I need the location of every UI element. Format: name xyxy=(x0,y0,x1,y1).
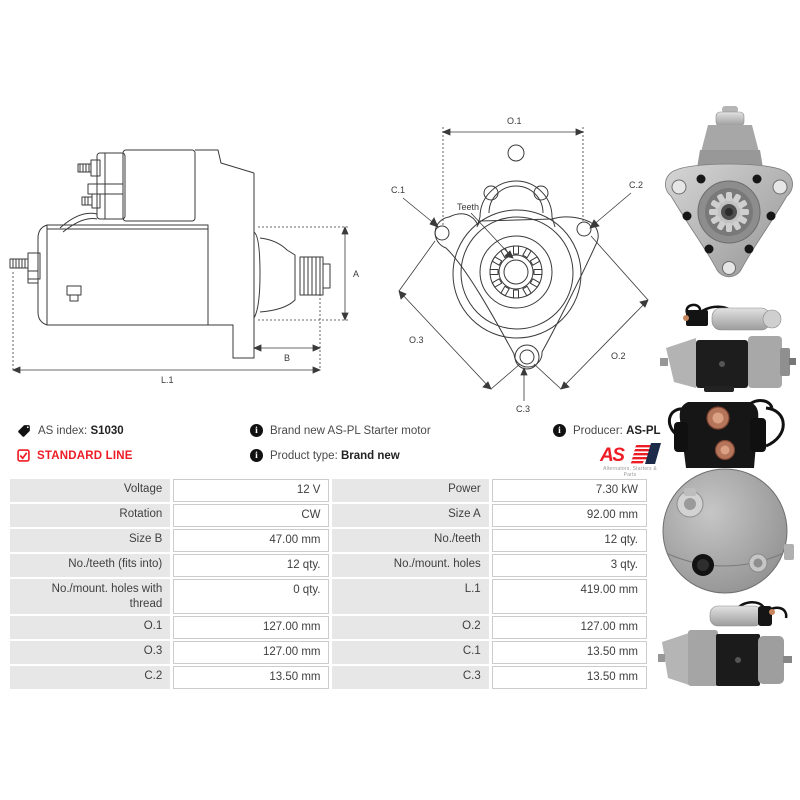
dim-label-o2: O.2 xyxy=(611,351,626,361)
product-photo-rear xyxy=(654,396,800,598)
table-row xyxy=(10,504,647,527)
spec-value: 3 qty. xyxy=(492,554,647,577)
logo-brand-text: AS xyxy=(600,445,624,466)
dim-label-a: A xyxy=(353,269,360,279)
product-type-text xyxy=(270,450,400,462)
spec-value: 12 V xyxy=(173,479,329,502)
spec-value: 127.00 mm xyxy=(492,616,647,639)
info-icon: i xyxy=(250,449,263,462)
dim-label-o1: O.1 xyxy=(507,116,522,126)
brand-new-row xyxy=(250,424,431,437)
spec-value: 47.00 mm xyxy=(173,529,329,552)
spec-value: 127.00 mm xyxy=(173,641,329,664)
dim-label-l1: L.1 xyxy=(161,375,174,385)
spec-value: 0 qty. xyxy=(173,579,329,614)
as-index-value: S1030 xyxy=(90,425,124,437)
product-type-label: Product type: xyxy=(270,449,338,462)
table-row xyxy=(10,666,647,689)
solenoid-cap xyxy=(97,153,125,219)
dim-label-b: B xyxy=(284,353,291,363)
spec-value: CW xyxy=(173,504,329,527)
solenoid-body xyxy=(123,150,195,221)
product-type-row xyxy=(250,449,400,462)
motor-body xyxy=(38,225,208,325)
spec-label: No./mount. holes with thread xyxy=(10,579,170,614)
spec-label: L.1 xyxy=(332,579,488,614)
standard-line-row xyxy=(17,449,133,462)
table-row xyxy=(10,616,647,639)
table-row xyxy=(10,479,647,502)
side-view-technical-drawing xyxy=(5,140,365,392)
producer-text xyxy=(573,425,661,437)
tag-icon xyxy=(17,424,31,438)
spec-label: O.3 xyxy=(10,641,170,664)
as-index-text xyxy=(38,425,124,437)
as-pl-logo xyxy=(598,442,662,466)
spec-value: 92.00 mm xyxy=(492,504,647,527)
spec-label: C.3 xyxy=(332,666,488,689)
as-index-label: AS index: xyxy=(38,425,88,437)
dim-label-c2: C.2 xyxy=(629,180,644,190)
spec-value: 12 qty. xyxy=(492,529,647,552)
spec-label: O.1 xyxy=(10,616,170,639)
spec-value: 7.30 kW xyxy=(492,479,647,502)
spec-table xyxy=(7,477,650,691)
info-icon: i xyxy=(250,424,263,437)
dim-label-c3: C.3 xyxy=(516,404,531,414)
spec-label: Rotation xyxy=(10,504,170,527)
dim-label-c1: C.1 xyxy=(391,185,406,195)
product-photo-side-2 xyxy=(658,598,798,690)
brand-new-text: Brand new AS-PL Starter motor xyxy=(270,424,431,437)
spec-value: 13.50 mm xyxy=(492,666,647,689)
spec-label: C.1 xyxy=(332,641,488,664)
spec-label: Power xyxy=(332,479,488,502)
dim-label-o3: O.3 xyxy=(409,335,424,345)
table-row xyxy=(10,579,647,614)
spec-label: Size B xyxy=(10,529,170,552)
spec-value: 13.50 mm xyxy=(492,641,647,664)
product-photo-side-1 xyxy=(660,296,798,394)
checkbox-checked-icon xyxy=(17,449,30,462)
spec-label: O.2 xyxy=(332,616,488,639)
spec-value: 419.00 mm xyxy=(492,579,647,614)
standard-line-label: STANDARD LINE xyxy=(37,449,133,462)
spec-value: 13.50 mm xyxy=(173,666,329,689)
as-index-row xyxy=(17,424,124,438)
spec-label: Size A xyxy=(332,504,488,527)
dim-label-teeth: Teeth xyxy=(457,202,480,212)
spec-label: No./teeth (fits into) xyxy=(10,554,170,577)
table-row xyxy=(10,554,647,577)
spec-label: No./mount. holes xyxy=(332,554,488,577)
spec-label: C.2 xyxy=(10,666,170,689)
producer-row xyxy=(553,424,661,437)
spec-label: No./teeth xyxy=(332,529,488,552)
product-type-value: Brand new xyxy=(340,449,400,462)
table-row xyxy=(10,641,647,664)
spec-label: Voltage xyxy=(10,479,170,502)
info-icon: i xyxy=(553,424,566,437)
table-row xyxy=(10,529,647,552)
front-view-technical-drawing xyxy=(383,105,663,417)
logo-tagline: Alternators, Starters & Parts xyxy=(603,466,657,478)
producer-label: Producer: xyxy=(573,424,623,437)
producer-value: AS-PL xyxy=(626,424,661,437)
spec-value: 12 qty. xyxy=(173,554,329,577)
product-photo-front xyxy=(660,106,798,296)
spec-value: 127.00 mm xyxy=(173,616,329,639)
